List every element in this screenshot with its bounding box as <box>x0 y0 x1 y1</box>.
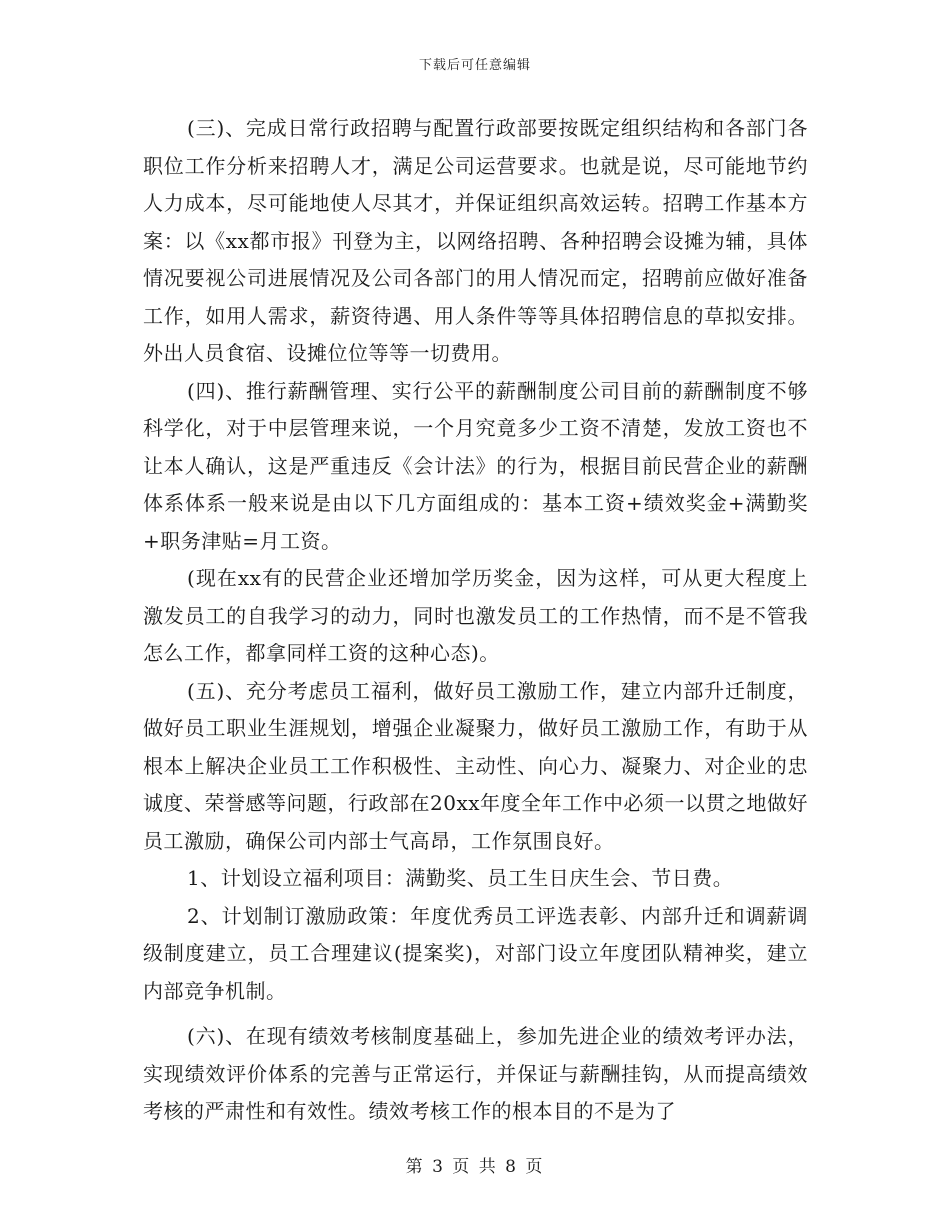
paragraph-section-3: (三)、完成日常行政招聘与配置行政部要按既定组织结构和各部门各职位工作分析来招聘人才，满足公司运营要求。也就是说，尽可能地节约人力成本，尽可能地使人尽其才，并保证组织高效运转。招聘工作基本方案：以《xx都市报》刊登为主，以网络招聘、各种招聘会设摊为辅，具体情况要视公司进展情况及公司各部门的用人情况而定，招聘前应做好准备工作，如用人需求，薪资待遇、用人条件等等具体招聘信息的草拟安排。外出人员食宿、设摊位位等等一切费用。 <box>143 116 808 365</box>
paragraph-section-5: (五)、充分考虑员工福利，做好员工激励工作，建立内部升迁制度，做好员工职业生涯规划，增强企业凝聚力，做好员工激励工作，有助于从根本上解决企业员工工作积极性、主动性、向心力、凝聚力、对企业的忠诚度、荣誉感等问题，行政部在20xx年度全年工作中必须一以贯之地做好员工激励，确保公司内部士气高昂，工作氛围良好。 <box>143 678 809 853</box>
document-body <box>143 110 808 1131</box>
paragraph-item-2: 2、计划制订激励政策：年度优秀员工评选表彰、内部升迁和调薪调级制度建立，员工合理建议(提案奖)，对部门设立年度团队精神奖，建立内部竞争机制。 <box>143 903 808 1003</box>
page-number-footer: 第 3 页 共 8 页 <box>405 1157 545 1177</box>
paragraph-note: (现在xx有的民营企业还增加学历奖金，因为这样，可从更大程度上激发员工的自我学习的动力，同时也激发员工的工作热情，而不是不管我怎么工作，都拿同样工资的这种心态)。 <box>143 566 808 665</box>
paragraph-section-6: (六)、在现有绩效考核制度基础上，参加先进企业的绩效考评办法，实现绩效评价体系的完善与正常运行，并保证与薪酬挂钩，从而提高绩效考核的严肃性和有效性。绩效考核工作的根本目的不是为了 <box>143 1024 808 1123</box>
page-header: 下载后可任意编辑 <box>418 58 531 73</box>
paragraph-section-4: (四)、推行薪酬管理、实行公平的薪酬制度公司目前的薪酬制度不够科学化，对于中层管理来说，一个月究竟多少工资不清楚，发放工资也不让本人确认，这是严重违反《会计法》的行为，根据目前民营企业的薪酬体系体系一般来说是由以下几方面组成的：基本工资+绩效奖金+满勤奖+职务津贴=月工资。 <box>143 378 808 553</box>
paragraph-item-1: 1、计划设立福利项目：满勤奖、员工生日庆生会、节日费。 <box>187 866 734 890</box>
